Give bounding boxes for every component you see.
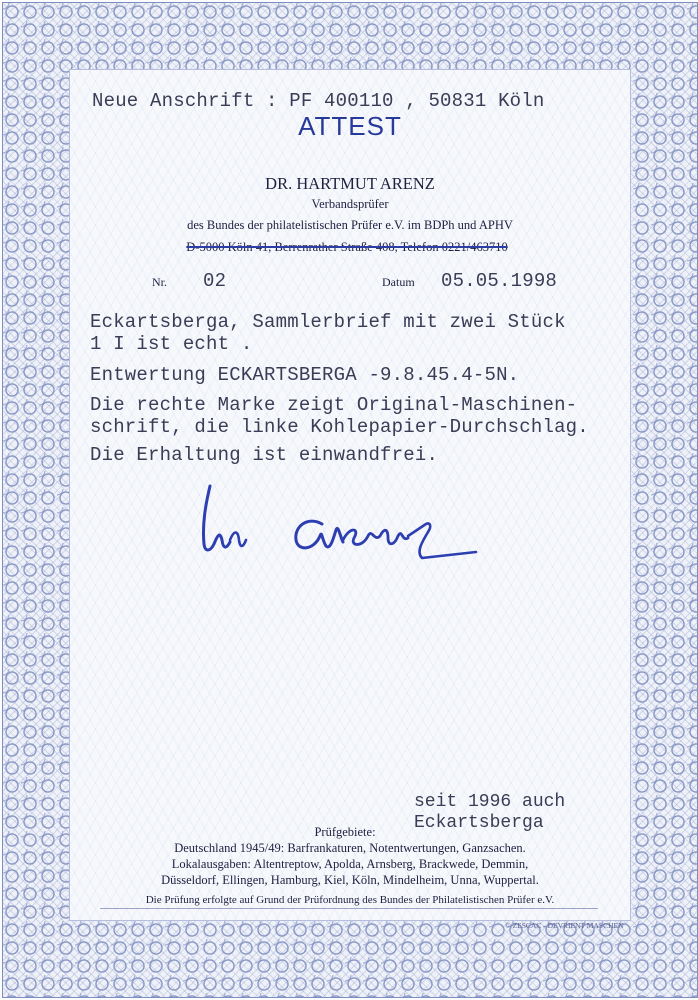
fields-line-3: Düsseldorf, Ellingen, Hamburg, Kiel, Köln, Mindelheim, Unna, Wuppertal.	[161, 873, 539, 887]
examiner-name: DR. HARTMUT ARENZ	[265, 174, 435, 193]
date-value: 05.05.1998	[441, 270, 558, 292]
body-line-6: Die Erhaltung ist einwandfrei.	[90, 444, 439, 466]
fields-title: Prüfgebiete:	[314, 825, 376, 839]
body-line-5: schrift, die linke Kohlepapier-Durchschlag.	[90, 416, 589, 438]
fields-line-2: Lokalausgaben: Altentreptow, Apolda, Arnsberg, Brackwede, Demmin,	[171, 857, 529, 871]
footer-note: Die Prüfung erfolgte auf Grund der Prüfordnung des Bundes der Philatelistischen Prüfer e.V.	[145, 894, 555, 906]
addendum-line-2: Eckartsberga	[414, 813, 544, 833]
fields-line-1: Deutschland 1945/49: Barfrankaturen, Notentwertungen, Ganzsachen.	[174, 841, 526, 855]
handwritten-signature	[190, 478, 490, 568]
addendum-line-1: seit 1996 auch	[414, 792, 566, 812]
nr-label: Nr.	[152, 275, 167, 289]
new-address-line: Neue Anschrift : PF 400110 , 50831 Köln	[92, 90, 545, 112]
document-title: ATTEST	[298, 111, 402, 141]
printer-mark: © ZESCAC - DEVRIENT MASCHEN	[505, 921, 624, 930]
association-line: des Bundes der philatelistischen Prüfer e.V. im BDPh und APHV	[187, 218, 513, 232]
date-label: Datum	[382, 275, 415, 289]
examiner-role: Verbandsprüfer	[311, 197, 389, 211]
body-line-4: Die rechte Marke zeigt Original-Maschinen-	[90, 394, 578, 416]
body-line-1: Eckartsberga, Sammlerbrief mit zwei Stück	[90, 311, 566, 333]
nr-value: 02	[203, 270, 227, 292]
old-address-struck: D-5000 Köln 41, Berrenrather Straße 408, Telefon 0221/463710	[186, 240, 508, 254]
footer-divider	[100, 908, 598, 909]
body-line-3: Entwertung ECKARTSBERGA -9.8.45.4-5N.	[90, 364, 520, 386]
body-line-2: 1 I ist echt .	[90, 333, 253, 355]
